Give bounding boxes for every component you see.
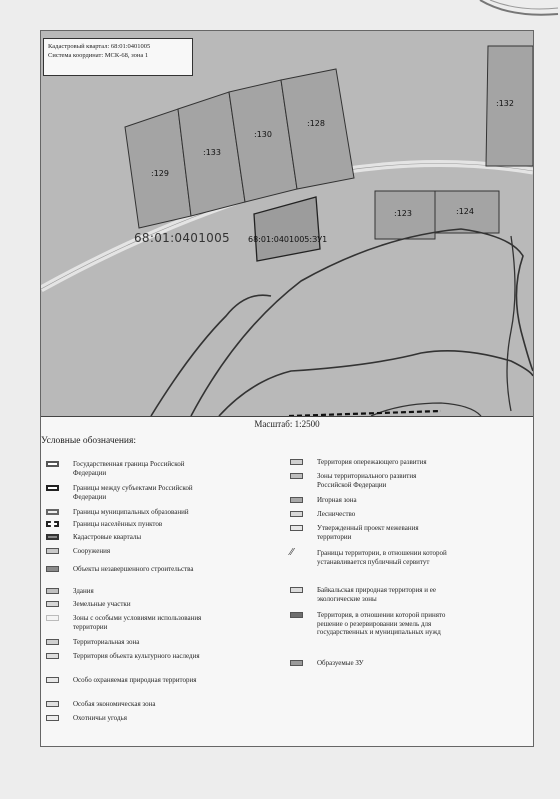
legend-item-servitude: ⁄⁄ Границы территории, в отношении которой устанавливается публичный сервитут [290, 547, 447, 566]
legend-item-land-plots: Земельные участки [46, 600, 208, 609]
forestry-swatch [290, 511, 303, 517]
legend-item-cultural-heritage: Территория объекта культурного наследия [46, 652, 208, 661]
legend-item-hunting: Охотничьи угодья [46, 714, 208, 723]
new-plots-swatch [290, 660, 303, 666]
protected-area-swatch [46, 677, 59, 683]
cadastral-map [41, 31, 533, 417]
baikal-swatch [290, 587, 303, 593]
legend-item-new-plots: Образуемые ЗУ [290, 659, 452, 668]
special-zones-swatch [46, 615, 59, 621]
map-drawing [41, 31, 533, 416]
hunting-grounds-swatch [46, 715, 59, 721]
legend-item-subjects-border: Границы между субъектами Российской Федерации [46, 484, 208, 501]
legend-item-cadastral-quarter: Кадастровые кварталы [46, 533, 208, 542]
legend-title: Условные обозначения: [41, 436, 137, 446]
scale-label: Масштаб: 1:2500 [254, 419, 320, 429]
reservation-swatch [290, 612, 303, 618]
legend-item-state-border: Государственная граница Российской Федерации [46, 460, 208, 477]
info-coord-system: Система координат: МСК-68, зона 1 [48, 52, 149, 59]
document-sheet [40, 30, 534, 747]
map-info-box [43, 38, 193, 76]
cultural-heritage-swatch [46, 653, 59, 659]
parcel-zu1 [254, 197, 320, 261]
parcel-label-129: :129 [151, 169, 169, 178]
gambling-zone-swatch [290, 497, 303, 503]
zu-label: 68:01:0401005:ЗУ1 [248, 235, 328, 244]
legend-item-advanced-development: Территория опережающего развития [290, 458, 452, 467]
parcel-label-124: :124 [456, 207, 474, 216]
buildings-swatch [46, 588, 59, 594]
legend-item-baikal: Байкальская природная территория и ее экологические зоны [290, 586, 452, 603]
legend-item-territorial-zone: Территориальная зона [46, 638, 208, 647]
servitude-swatch: ⁄⁄ [290, 547, 294, 558]
development-zones-swatch [290, 473, 303, 479]
border-state-swatch [46, 461, 59, 467]
info-quarter: Кадастровый квартал: 68:01:0401005 [48, 43, 151, 50]
quarter-label: 68:01:0401005 [134, 231, 230, 245]
parcel-label-132: :132 [496, 99, 514, 108]
legend-item-development-zones: Зоны территориального развития Российской Федерации [290, 472, 452, 489]
legend-item-settlement-border: Границы населённых пунктов [46, 520, 208, 529]
survey-project-swatch [290, 525, 303, 531]
border-settlement-swatch [46, 521, 59, 527]
border-subjects-swatch [46, 485, 59, 491]
legend-item-protected-area: Особо охраняемая природная территория [46, 676, 208, 685]
legend-item-unfinished: Объекты незавершенного строительства [46, 565, 208, 574]
legend-item-forestry: Лесничество [290, 510, 452, 519]
parcel-label-130: :130 [254, 130, 272, 139]
legend-item-reservation: Территория, в отношении которой принято решение о резервировании земель для государственных и муниципальных нужд [290, 611, 452, 637]
land-plots-swatch [46, 601, 59, 607]
legend-item-economic-zone: Особая экономическая зона [46, 700, 208, 709]
legend-item-structures: Сооружения [46, 547, 208, 556]
border-municipal-swatch [46, 509, 59, 515]
parcel-label-128: :128 [307, 119, 325, 128]
parcel-label-123: :123 [394, 209, 412, 218]
legend-item-special-zones: Зоны с особыми условиями использования территории [46, 614, 208, 631]
legend-item-survey-project: Утвержденный проект межевания территории [290, 524, 452, 541]
legend-item-gambling-zone: Игорная зона [290, 496, 452, 505]
parcel-label-133: :133 [203, 148, 221, 157]
territorial-zone-swatch [46, 639, 59, 645]
unfinished-construction-swatch [46, 566, 59, 572]
paperclip-corner [440, 0, 560, 20]
legend-item-municipal-border: Границы муниципальных образований [46, 508, 208, 517]
cadastral-quarter-swatch [46, 534, 59, 540]
advanced-development-swatch [290, 459, 303, 465]
legend-item-buildings: Здания [46, 587, 208, 596]
economic-zone-swatch [46, 701, 59, 707]
structures-swatch [46, 548, 59, 554]
